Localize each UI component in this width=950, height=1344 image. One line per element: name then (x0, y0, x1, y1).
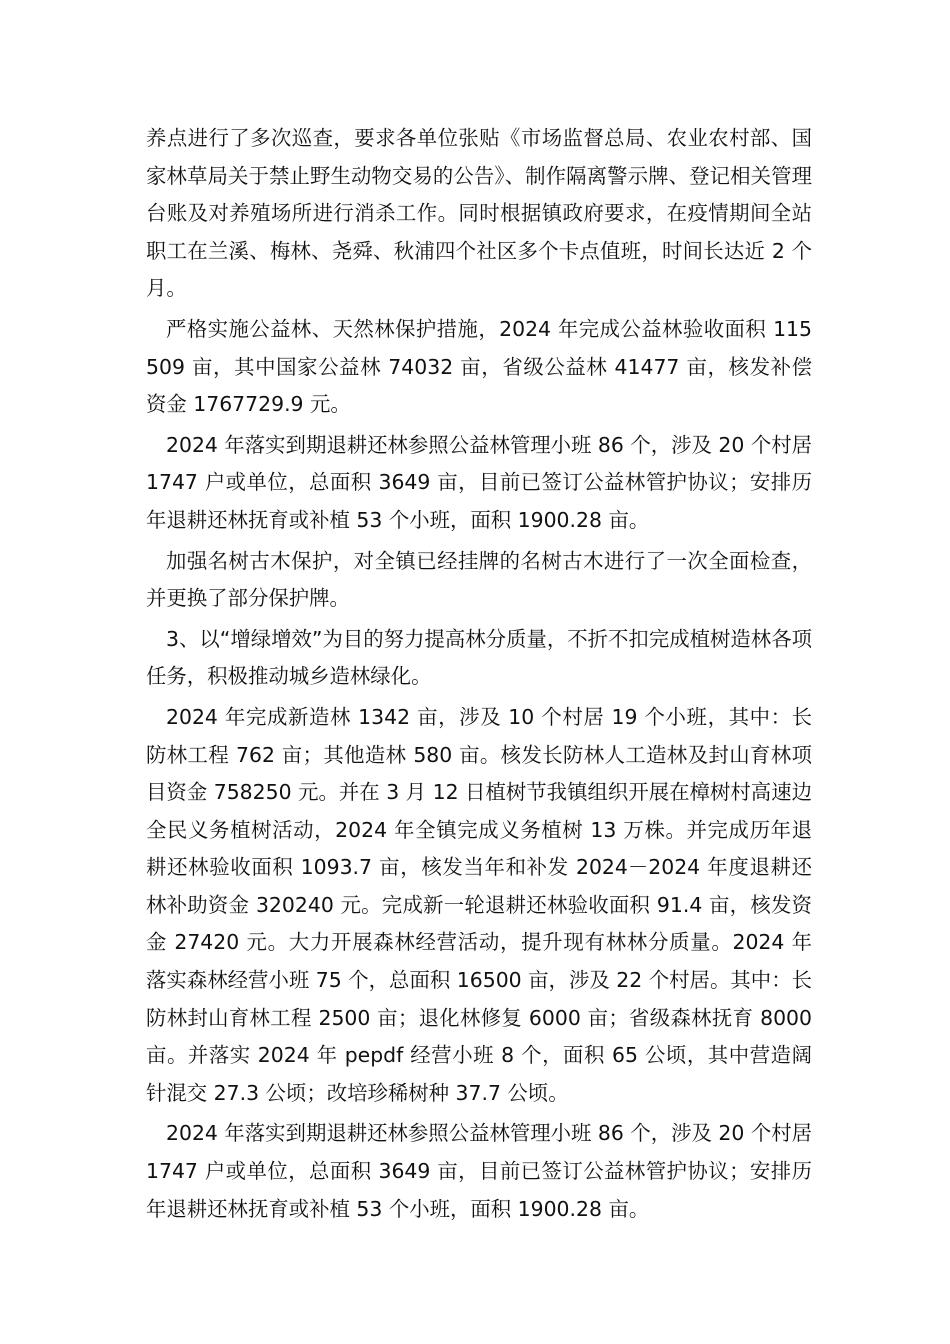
paragraph-continued-inspection: 养点进行了多次巡查，要求各单位张贴《市场监督总局、农业农村部、国家林草局关于禁止野生动物交易的公告》、制作隔离警示牌、登记相关管理台账及对养殖场所进行消杀工作。同时根据镇政府要求，在疫情期间全站职工在兰溪、梅林、尧舜、秋浦四个社区多个卡点值班，时间长达近 2 个月。 (146, 126, 812, 301)
paragraph-section-heading-greening: 3、以“增绿增效”为目的努力提高林分质量，不折不扣完成植树造林各项任务，积极推动城乡造林绿化。 (146, 626, 812, 689)
paragraph-afforestation-details: 2024 年完成新造林 1342 亩，涉及 10 个村居 19 个小班，其中：长防林工程 762 亩；其他造林 580 亩。核发长防林人工造林及封山育林项目资金 758250 元。并在 3 月 12 日植树节我镇组织开展在樟树村高速边全民义务植树活动，2024 年全镇完成义务植树 13 万株。并完成历年退耕还林验收面积 1093.7 亩，核发当年和补发 2024－2024 年度退耕还林补助资金 320240 元。完成新一轮退耕还林验收面积 91.4 亩，核发资金 27420 元。大力开展森林经营活动，提升现有林林分质量。2024 年落实森林经营小班 75 个，总面积 16500 亩，涉及 22 个村居。其中：长防林封山育林工程 2500 亩；退化林修复 6000 亩；省级森林抚育 8000 亩。并落实 2024 年 pepdf 经营小班 8 个，面积 65 公顷，其中营造阔针混交 27.3 公顷；改培珍稀树种 37.7 公顷。 (146, 704, 812, 1105)
paragraph-returned-farmland-management: 2024 年落实到期退耕还林参照公益林管理小班 86 个，涉及 20 个村居 1747 户或单位，总面积 3649 亩，目前已签订公益林管护协议；安排历年退耕还林抚育或补植 53 个小班，面积 1900.28 亩。 (146, 432, 812, 532)
paragraph-returned-farmland-management-repeat: 2024 年落实到期退耕还林参照公益林管理小班 86 个，涉及 20 个村居 1747 户或单位，总面积 3649 亩，目前已签订公益林管护协议；安排历年退耕还林抚育或补植 53 个小班，面积 1900.28 亩。 (146, 1121, 812, 1221)
document-body (146, 120, 812, 1231)
paragraph-ancient-tree-protection: 加强名树古木保护，对全镇已经挂牌的名树古木进行了一次全面检查，并更换了部分保护牌。 (146, 548, 812, 611)
paragraph-public-forest-protection: 严格实施公益林、天然林保护措施，2024 年完成公益林验收面积 115509 亩，其中国家公益林 74032 亩，省级公益林 41477 亩，核发补偿资金 1767729.9 元。 (146, 316, 812, 417)
